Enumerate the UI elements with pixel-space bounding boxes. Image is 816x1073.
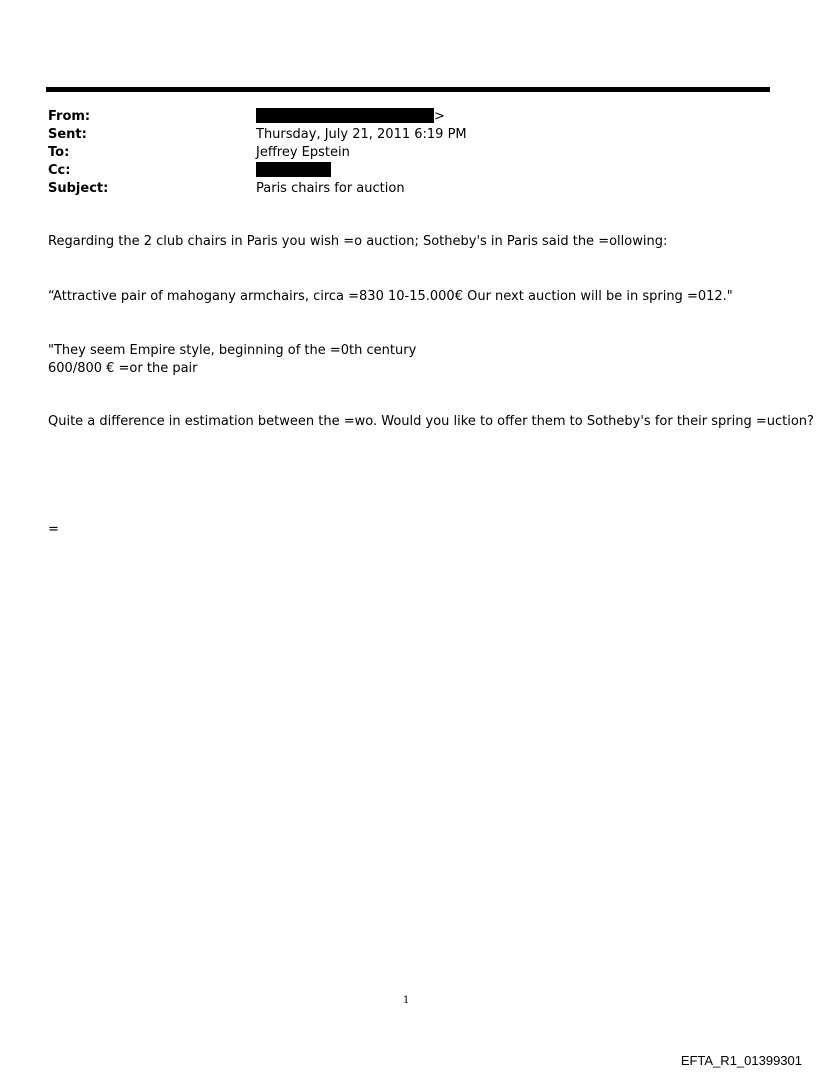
from-label: From: bbox=[48, 109, 91, 124]
to-label: To: bbox=[48, 145, 70, 160]
from-suffix: > bbox=[434, 109, 445, 124]
cc-value bbox=[256, 162, 331, 180]
document-id: EFTA_R1_01399301 bbox=[680, 1053, 802, 1068]
body-paragraph-3-line-2: 600/800 € =or the pair bbox=[48, 361, 198, 376]
sent-value: Thursday, July 21, 2011 6:19 PM bbox=[256, 127, 467, 142]
to-row bbox=[48, 144, 768, 162]
from-value bbox=[256, 108, 445, 126]
page-number: 1 bbox=[403, 995, 410, 1006]
body-paragraph-3-line-1: "They seem Empire style, beginning of the =0th century bbox=[48, 343, 417, 358]
body-trailer: = bbox=[48, 522, 59, 537]
subject-label: Subject: bbox=[48, 181, 109, 196]
cc-row bbox=[48, 162, 768, 180]
sent-label: Sent: bbox=[48, 127, 87, 142]
header-rule bbox=[46, 87, 770, 92]
redaction-box bbox=[256, 108, 434, 123]
sent-row bbox=[48, 126, 768, 144]
from-row bbox=[48, 108, 768, 126]
body-paragraph-1: Regarding the 2 club chairs in Paris you wish =o auction; Sotheby's in Paris said the =ollowing: bbox=[48, 234, 668, 249]
cc-label: Cc: bbox=[48, 163, 71, 178]
subject-value: Paris chairs for auction bbox=[256, 181, 405, 196]
redaction-box bbox=[256, 162, 331, 177]
body-paragraph-2: “Attractive pair of mahogany armchairs, circa =830 10-15.000€ Our next auction will be in spring =012." bbox=[48, 289, 733, 304]
body-paragraph-4: Quite a difference in estimation between the =wo. Would you like to offer them to Sotheby's for their spring =uction? bbox=[48, 414, 814, 429]
to-value: Jeffrey Epstein bbox=[256, 145, 350, 160]
email-header bbox=[48, 108, 768, 198]
subject-row bbox=[48, 180, 768, 198]
